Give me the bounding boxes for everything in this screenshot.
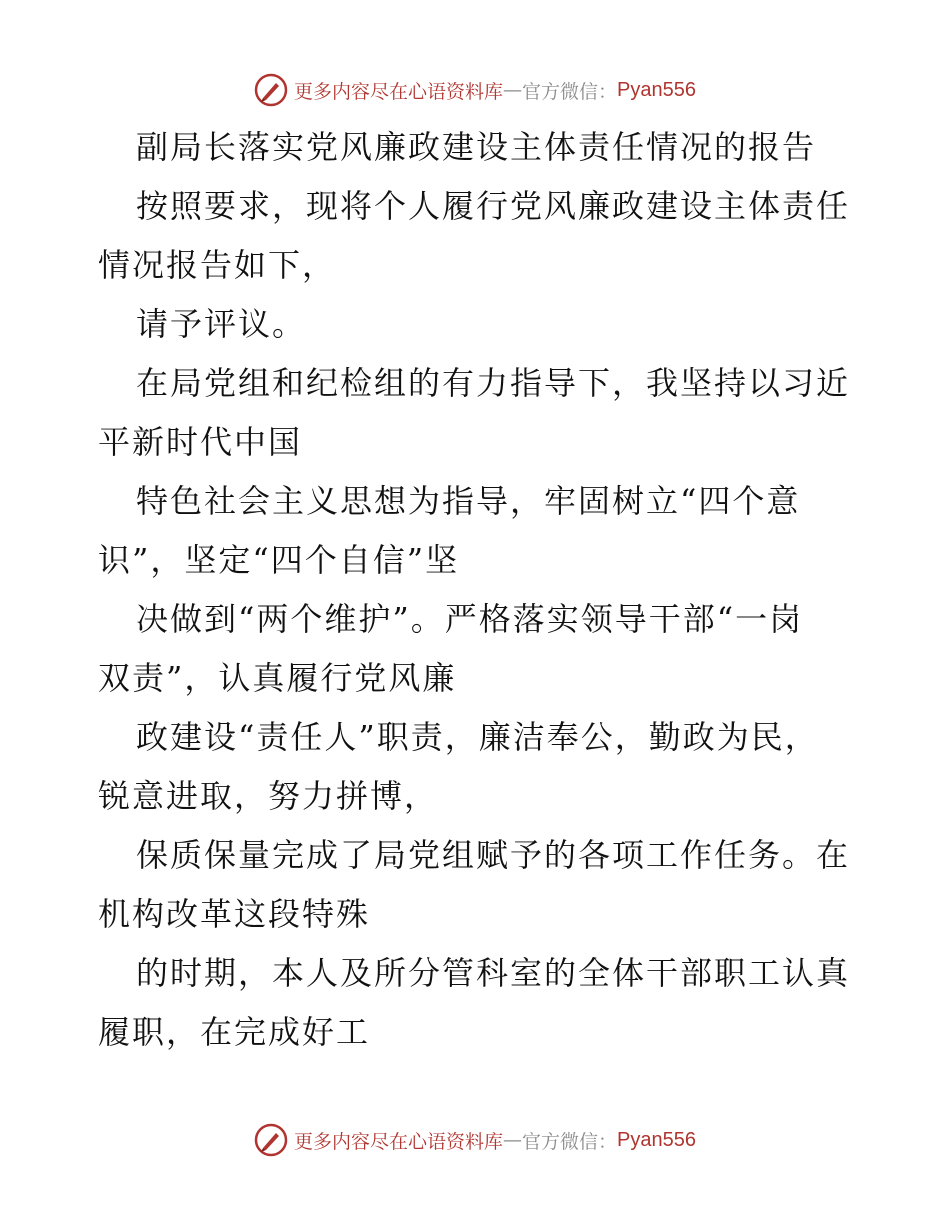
banner-separator: — — [503, 79, 523, 101]
banner-separator: — — [503, 1129, 523, 1151]
pen-logo-icon — [254, 1123, 288, 1157]
document-body — [98, 118, 854, 1062]
banner-wechat-label: 官方微信： — [522, 80, 618, 103]
paragraph-line: 的时期，本人及所分管科室的全体干部职工认真 — [136, 954, 851, 992]
paragraph-line: 情况报告如下， — [98, 246, 337, 284]
banner-wechat-id: Pyan556 — [617, 1128, 696, 1151]
header-banner — [0, 70, 950, 110]
document-title: 副局长落实党风廉政建设主体责任情况的报告 — [136, 128, 817, 166]
paragraph-line: 机构改革这段特殊 — [98, 895, 371, 933]
banner-slogan: 更多内容尽在心语资料库 — [294, 1130, 504, 1153]
paragraph-line: 锐意进取，努力拼博， — [98, 777, 439, 815]
paragraph-line: 识”，坚定“四个自信”坚 — [98, 541, 460, 579]
pen-logo-icon — [254, 73, 288, 107]
paragraph-line: 平新时代中国 — [98, 423, 303, 461]
paragraph-line: 双责”，认真履行党风廉 — [98, 659, 457, 697]
paragraph-line: 特色社会主义思想为指导，牢固树立“四个意 — [136, 482, 801, 520]
paragraph-line: 决做到“两个维护”。严格落实领导干部“一岗 — [136, 600, 804, 638]
paragraph-line: 保质保量完成了局党组赋予的各项工作任务。在 — [136, 836, 851, 874]
paragraph-line: 按照要求，现将个人履行党风廉政建设主体责任 — [136, 187, 851, 225]
banner-wechat-id: Pyan556 — [617, 78, 696, 101]
banner-wechat-label: 官方微信： — [522, 1130, 618, 1153]
footer-banner — [0, 1120, 950, 1160]
paragraph-line: 在局党组和纪检组的有力指导下，我坚持以习近 — [136, 364, 851, 402]
banner-slogan: 更多内容尽在心语资料库 — [294, 80, 504, 103]
paragraph-line: 履职，在完成好工 — [98, 1013, 371, 1051]
paragraph-line: 政建设“责任人”职责，廉洁奉公，勤政为民， — [136, 718, 819, 756]
paragraph-line: 请予评议。 — [136, 305, 307, 343]
